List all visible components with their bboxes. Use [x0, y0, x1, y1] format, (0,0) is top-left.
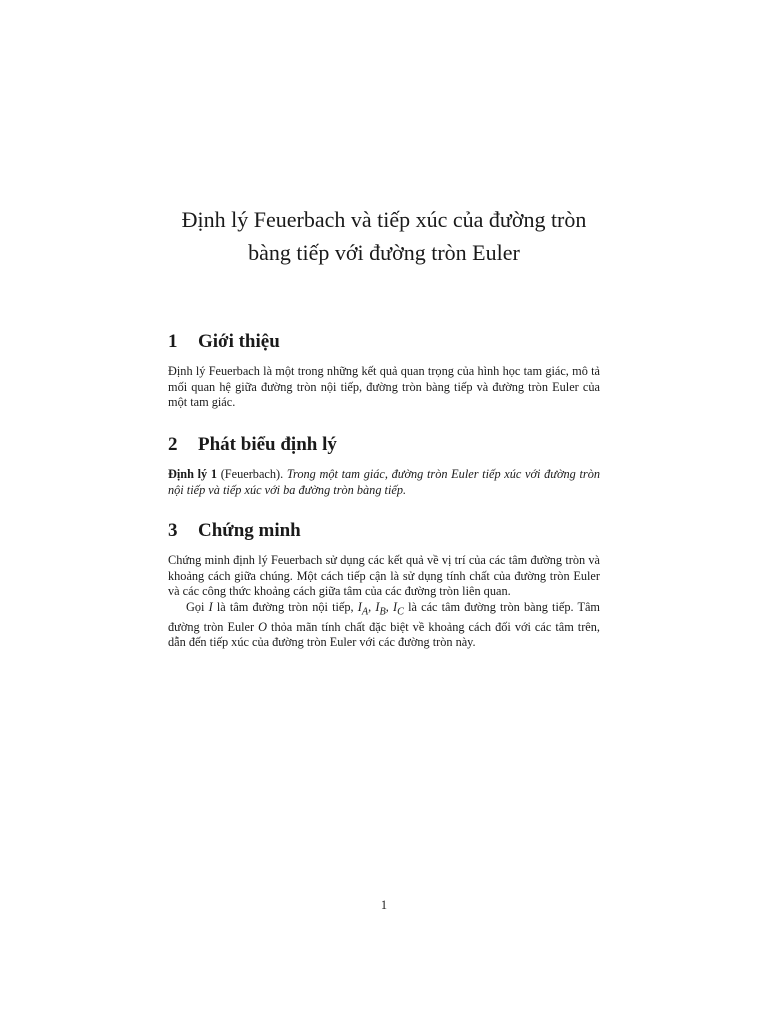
- section-introduction: [168, 330, 600, 411]
- section-number: 3: [168, 520, 178, 541]
- section-title: Phát biểu định lý: [198, 434, 337, 455]
- section-paragraph: Định lý Feuerbach là một trong những kết quả quan trọng của hình học tam giác, mô tả mối quan hệ giữa đường tròn nội tiếp, đường tròn bàng tiếp và đường tròn Euler của một tam giác.: [168, 364, 600, 410]
- title-line-1: Định lý Feuerbach và tiếp xúc của đường tròn: [181, 207, 587, 232]
- theorem: [168, 467, 600, 498]
- theorem-statement: Trong một tam giác, đường tròn Euler tiếp xúc với đường tròn nội tiếp và tiếp xúc với ba đường tròn bàng tiếp.: [168, 467, 600, 497]
- title-line-2: bàng tiếp với đường tròn Euler: [248, 240, 520, 265]
- math-subscript: A: [361, 606, 369, 618]
- proof-paragraph-1: Chứng minh định lý Feuerbach sử dụng các kết quả về vị trí của các tâm đường tròn và khoảng cách giữa chúng. Một cách tiếp cận là sử dụng tính chất của đường tròn Euler và các công thức khoảng cách giữa tâm của các đường tròn liên quan.: [168, 553, 600, 599]
- math-excenter-b: [375, 599, 386, 618]
- document-title: [120, 203, 648, 269]
- math-letter: I: [357, 599, 362, 614]
- text-run: là tâm đường tròn nội tiếp,: [212, 599, 358, 614]
- theorem-label: Định lý 1: [168, 467, 218, 481]
- text-run: thỏa mãn tính chất đặc biệt về khoảng cách đối với các tâm trên, dẫn đến tiếp xúc của đường tròn Euler với các đường tròn này.: [168, 619, 600, 650]
- math-subscript: C: [397, 606, 404, 618]
- math-letter: I: [375, 599, 380, 614]
- section-proof: [168, 519, 600, 651]
- section-title: Chứng minh: [198, 520, 301, 541]
- math-excenter-c: [392, 599, 404, 618]
- theorem-attribution: (Feuerbach).: [220, 467, 284, 481]
- math-euler-center: O: [258, 619, 268, 634]
- section-number: 1: [168, 331, 178, 352]
- text-run: là các tâm đường tròn bàng tiếp. Tâm đường tròn Euler: [168, 599, 601, 634]
- text-run: Gọi: [186, 599, 209, 614]
- math-incenter: I: [208, 599, 213, 614]
- section-number: 2: [168, 434, 178, 455]
- section-heading: [168, 433, 600, 457]
- section-heading: [168, 330, 600, 354]
- section-statement: [168, 433, 600, 498]
- proof-paragraph-2: Gọi I là tâm đường tròn nội tiếp, $I_A$, $I_B$, $I_C$ là các tâm đường tròn bàng tiếp. Tâm đường tròn Euler O thỏa mãn tính chất đặc biệt về khoảng cách đối với các tâm trên, dẫn đến tiếp xúc của đường tròn Euler với các đường tròn này.: [168, 599, 601, 650]
- math-excenter-a: [357, 599, 369, 618]
- math-subscript: B: [379, 606, 386, 618]
- section-title: Giới thiệu: [198, 331, 280, 352]
- math-letter: I: [392, 599, 398, 614]
- section-heading: [168, 519, 600, 543]
- page-number: 1: [380, 898, 388, 912]
